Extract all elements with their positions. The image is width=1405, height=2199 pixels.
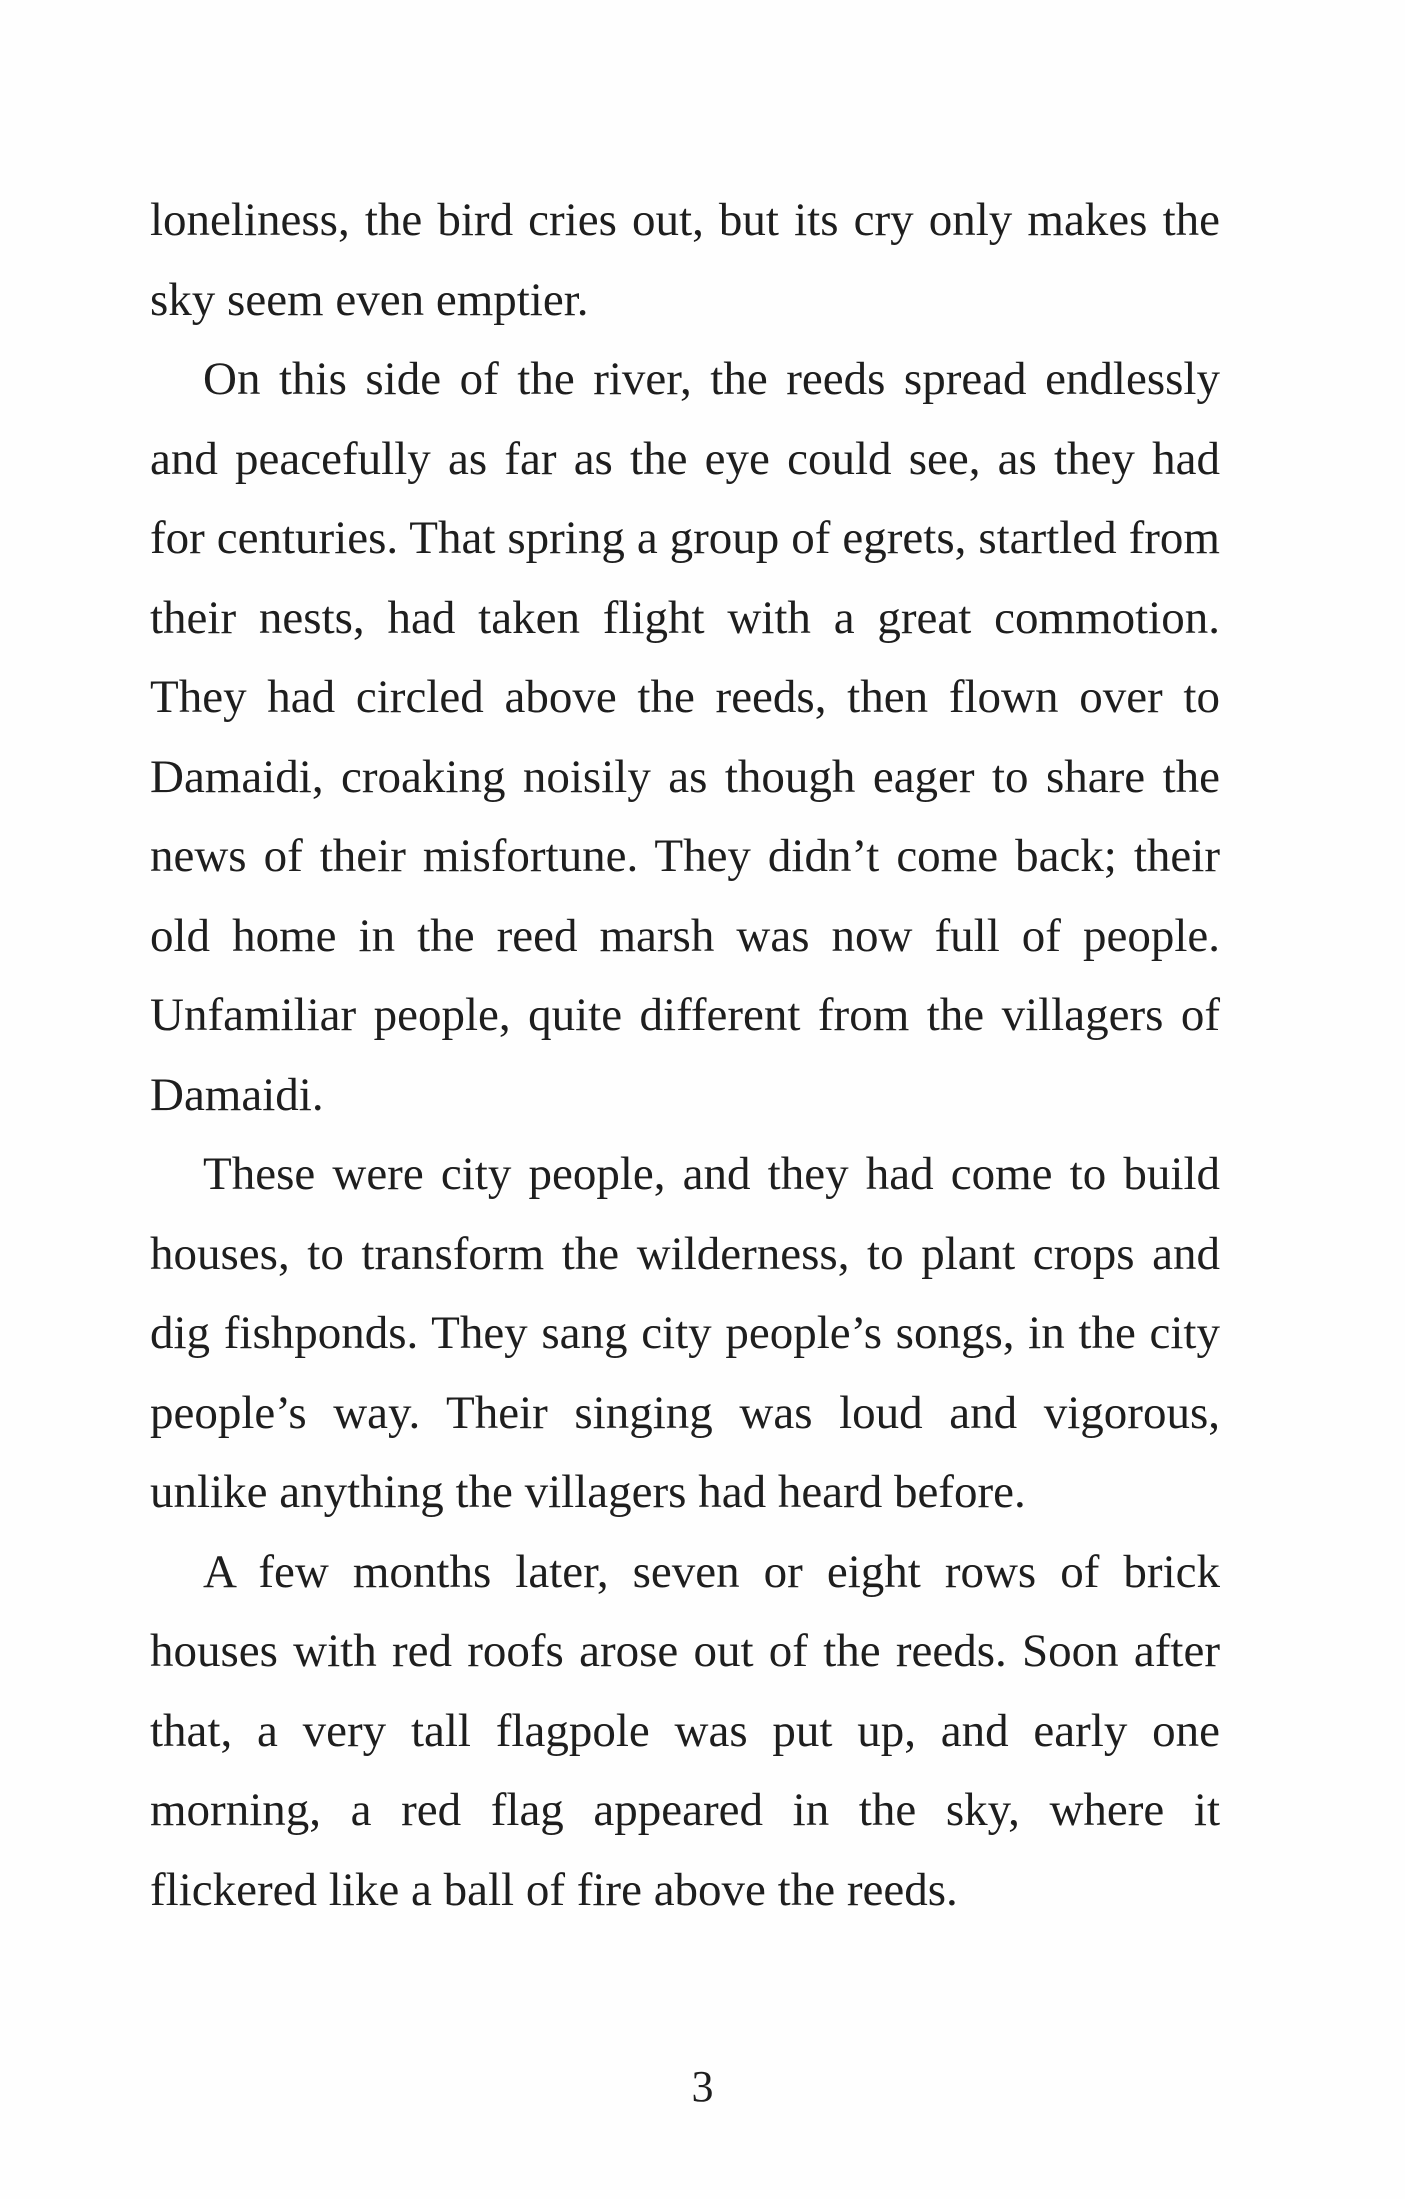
paragraph-2: On this side of the river, the reeds spread endlessly and peacefully as far as the eye could see, as they had for centuries. That spring a group of egrets, startled from their nests, had taken flight with a great commotion. They had circled above the reeds, then flown over to Damaidi, croaking noisily as though eager to share the news of their misfortune. They didn’t come back; their old home in the reed marsh was now full of people. Unfamiliar people, quite different from the villagers of Damaidi. [150, 353, 1220, 1121]
paragraph-1: loneliness, the bird cries out, but its cry only makes the sky seem even emptier. [150, 194, 1220, 326]
paragraph-3: These were city people, and they had come to build houses, to transform the wilderness, to plant crops and dig fishponds. They sang city people’s songs, in the city people’s way. Their singing was loud and vigorous, unlike anything the villagers had heard before. [150, 1148, 1220, 1518]
paragraph-4: A few months later, seven or eight rows of brick houses with red roofs arose out of the reeds. Soon after that, a very tall flagpole was put up, and early one morning, a red flag appeared in the sky, where it flickered like a ball of fire above the reeds. [150, 1545, 1220, 1916]
body-text [150, 181, 1220, 1930]
page-number: 3 [691, 2062, 714, 2111]
